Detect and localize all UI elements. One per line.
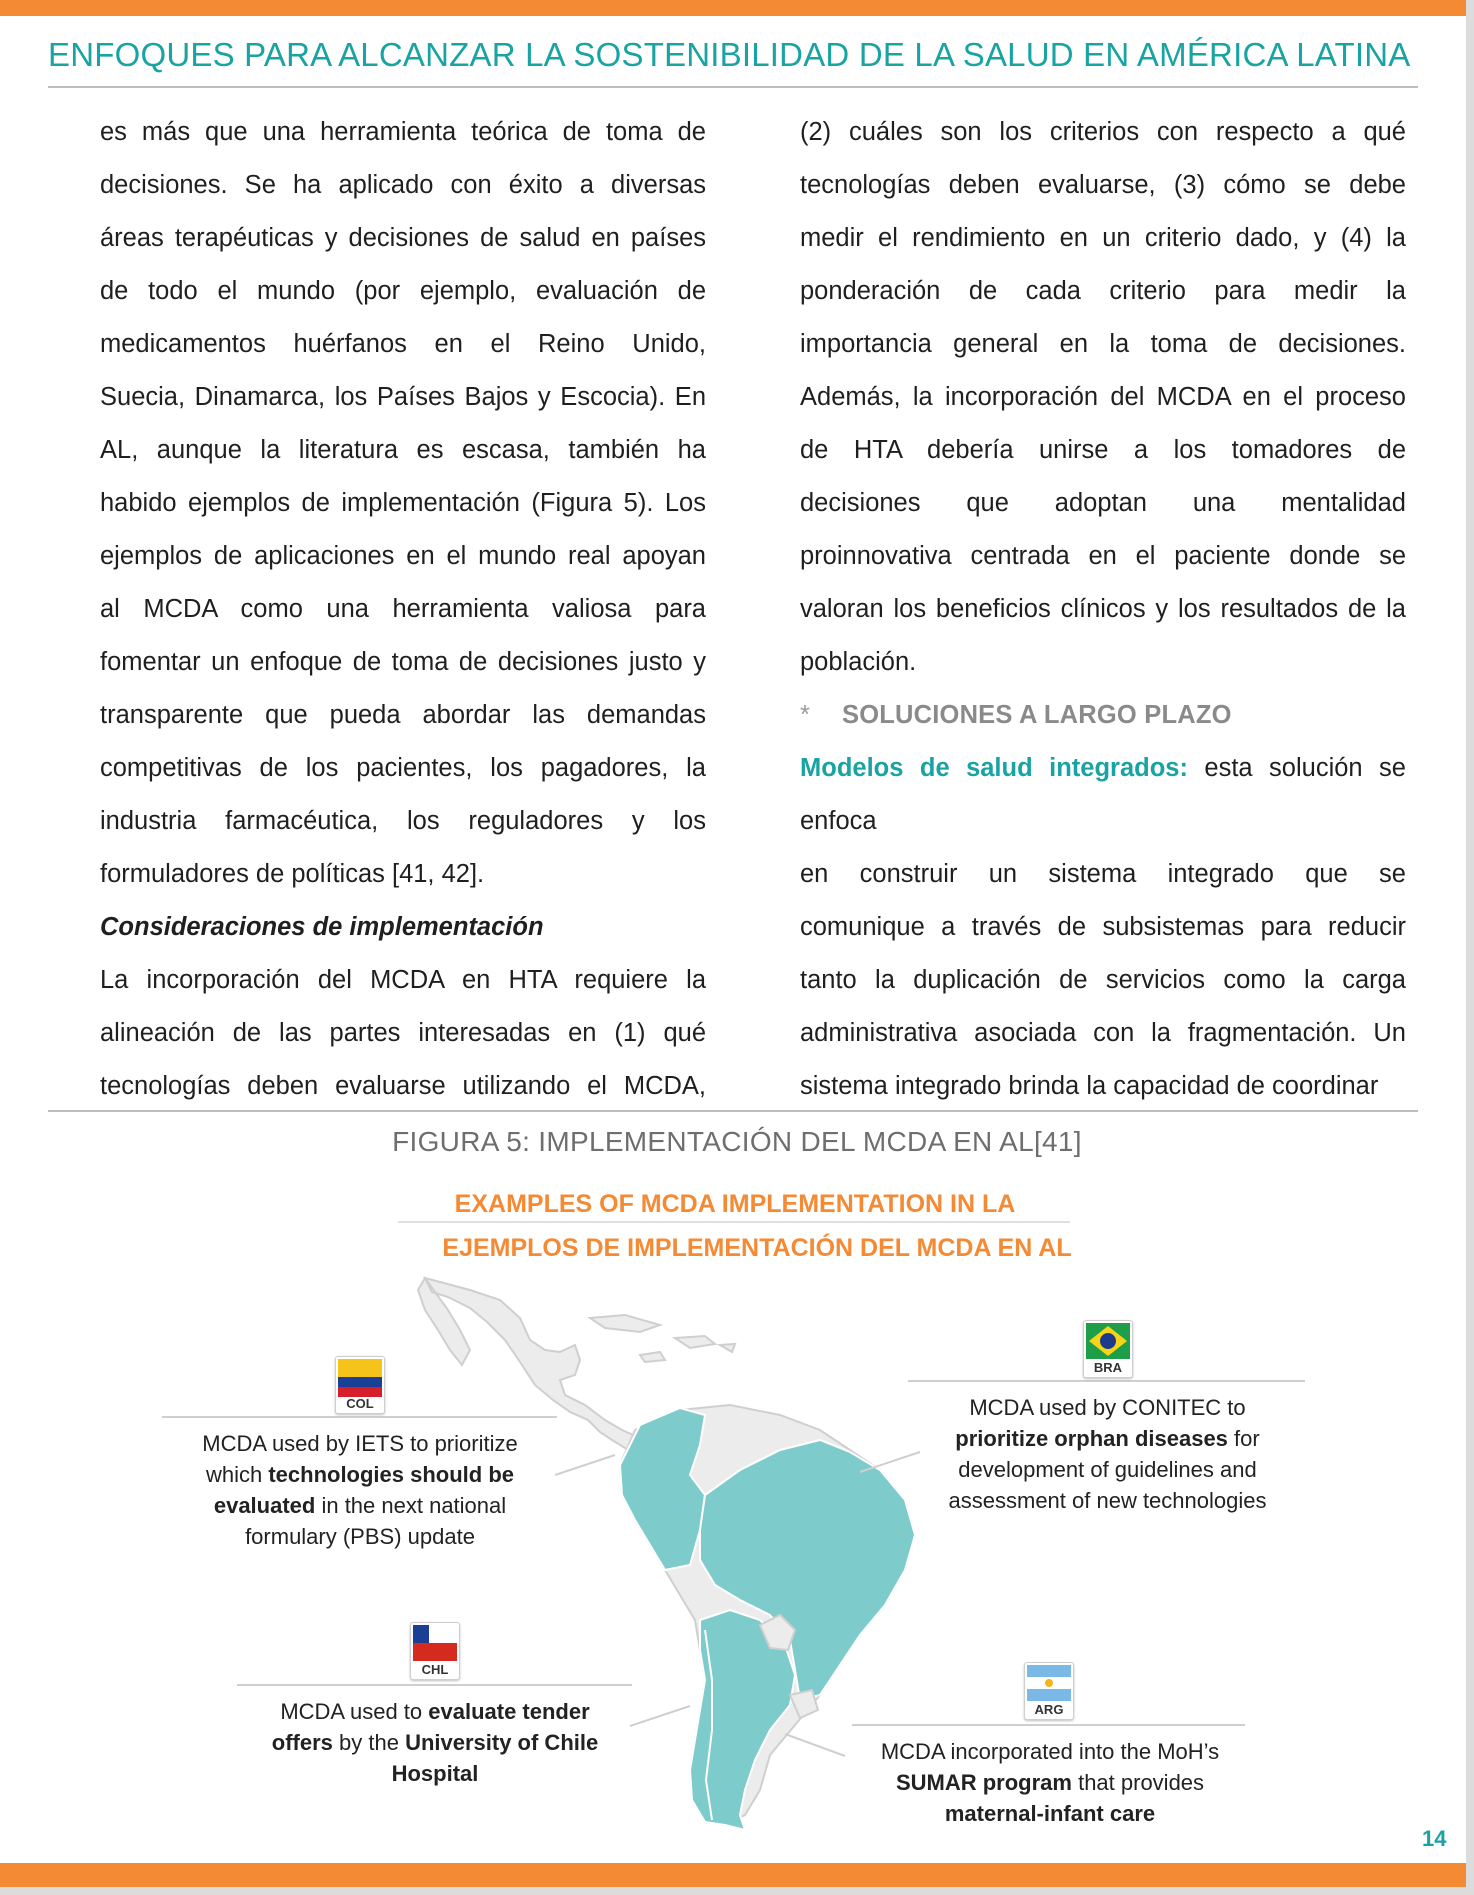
bottom-accent-bar	[0, 1863, 1466, 1887]
text-line: decisiones. Se ha aplicado con éxito a diversas	[100, 171, 706, 199]
chile-flag-canton	[413, 1625, 429, 1643]
text-line: La incorporación del MCDA en HTA requiere la	[100, 966, 706, 994]
arg-leader-line	[785, 1734, 845, 1756]
text-line: medir el rendimiento en un criterio dado, y (4) la	[800, 224, 1406, 252]
text-line: AL, aunque la literatura es escasa, también ha	[100, 436, 706, 464]
page-number: 14	[1422, 1826, 1447, 1851]
chl-line-2a: offers	[271, 1730, 333, 1755]
figure-title-es: EJEMPLOS DE IMPLEMENTACIÓN DEL MCDA EN AL	[442, 1234, 1072, 1262]
col-line-2	[160, 1459, 560, 1490]
text-line: ejemplos de aplicaciones en el mundo real apoyan	[100, 542, 706, 570]
argentina-flag-icon	[1024, 1662, 1074, 1720]
text-line: alineación de las partes interesadas en (1) qué	[100, 1019, 706, 1047]
bra-callout-rule	[908, 1380, 1305, 1382]
text-line: de HTA debería unirse a los tomadores de	[800, 436, 1406, 464]
text-line: industria farmacéutica, los reguladores y los	[100, 807, 706, 835]
arg-line-3b: maternal-infant care	[944, 1801, 1156, 1826]
chl-line-2c: University of Chile	[405, 1730, 599, 1755]
text-line: habido ejemplos de implementación (Figura 5). Los	[100, 489, 706, 517]
text-line: sistema integrado brinda la capacidad de coordinar	[800, 1072, 1379, 1100]
text-line: Suecia, Dinamarca, los Países Bajos y Escocia). En	[100, 383, 706, 411]
colombia-flag-icon	[335, 1356, 385, 1414]
text-line: en construir un sistema integrado que se	[800, 860, 1406, 888]
brazil-flag-icon	[1083, 1320, 1133, 1378]
text-line: tanto la duplicación de servicios como la carga	[800, 966, 1406, 994]
colombia-code: COL	[346, 1396, 374, 1411]
chile-flag-icon	[410, 1622, 460, 1680]
chl-line-2b: by the	[332, 1730, 406, 1755]
lead-text: esta solución se enfoca	[800, 754, 1406, 835]
col-line-3b: in the next national	[315, 1493, 507, 1518]
text-line: de todo el mundo (por ejemplo, evaluación de	[100, 277, 706, 305]
bra-line-2	[910, 1423, 1305, 1454]
bullet-heading-text: SOLUCIONES A LARGO PLAZO	[842, 701, 1232, 729]
figure-caption: FIGURA 5: IMPLEMENTACIÓN DEL MCDA EN AL[41]	[392, 1126, 1082, 1157]
col-line-1: MCDA used by IETS to prioritize	[202, 1431, 518, 1456]
text-line: al MCDA como una herramienta valiosa para	[100, 595, 706, 623]
text-line: decisiones que adoptan una mentalidad	[800, 489, 1406, 517]
text-line: transparente que pueda abordar las demandas	[100, 701, 706, 729]
chl-leader-line	[630, 1706, 690, 1726]
bra-callout-text	[910, 1392, 1305, 1516]
running-header-title: ENFOQUES PARA ALCANZAR LA SOSTENIBILIDAD DE LA SALUD EN AMÉRICA LATINA	[48, 36, 1411, 73]
chl-callout-text	[235, 1696, 635, 1789]
bra-line-1: MCDA used by CONITEC to	[969, 1395, 1246, 1420]
text-line: tecnologías deben evaluarse utilizando el MCDA,	[100, 1072, 706, 1100]
arg-line-3	[850, 1798, 1250, 1829]
text-line: formuladores de políticas [41, 42].	[100, 860, 485, 888]
text-line: población.	[800, 648, 917, 676]
chile-code: CHL	[421, 1662, 449, 1677]
arg-line-2	[850, 1767, 1250, 1798]
chl-line-1b: evaluate tender	[428, 1699, 590, 1724]
col-leader-line	[555, 1455, 615, 1475]
text-line: áreas terapéuticas y decisiones de salud en países	[100, 224, 706, 252]
chl-line-3b: Hospital	[391, 1761, 479, 1786]
bullet-marker: *	[800, 701, 811, 729]
col-line-3a: evaluated	[213, 1493, 316, 1518]
col-callout-text	[160, 1428, 560, 1552]
col-line-3	[160, 1490, 560, 1521]
text-line: medicamentos huérfanos en el Reino Unido,	[100, 330, 706, 358]
text-line: importancia general en la toma de decisiones.	[800, 330, 1406, 358]
chl-line-2	[235, 1727, 635, 1758]
col-line-4: formulary (PBS) update	[245, 1524, 475, 1549]
section-subheading: Consideraciones de implementación	[100, 913, 544, 941]
text-line: comunique a través de subsistemas para reducir	[800, 913, 1406, 941]
bra-line-4: assessment of new technologies	[948, 1488, 1267, 1513]
text-line: es más que una herramienta teórica de toma de	[100, 118, 706, 146]
text-line: valoran los beneficios clínicos y los resultados de la	[800, 595, 1406, 623]
text-line: Además, la incorporación del MCDA en el proceso	[800, 383, 1406, 411]
chl-line-1	[235, 1696, 635, 1727]
text-line: ponderación de cada criterio para medir la	[800, 277, 1406, 305]
arg-line-2a: SUMAR program	[895, 1770, 1072, 1795]
bra-line-3: development of guidelines and	[958, 1457, 1257, 1482]
chl-callout-rule	[237, 1684, 632, 1686]
text-line: competitivas de los pacientes, los pagadores, la	[100, 754, 706, 782]
chl-line-3	[235, 1758, 635, 1789]
arg-line-1: MCDA incorporated into the MoH’s	[880, 1739, 1220, 1764]
text-line: fomentar un enfoque de toma de decisiones justo y	[100, 648, 706, 676]
text-line: tecnologías deben evaluarse, (3) cómo se debe	[800, 171, 1406, 199]
argentina-sun	[1045, 1679, 1053, 1687]
arg-callout-text	[850, 1736, 1250, 1829]
text-line: administrativa asociada con la fragmentación. Un	[800, 1019, 1406, 1047]
text-line: (2) cuáles son los criterios con respecto a qué	[800, 118, 1406, 146]
brazil-flag-emblem	[1086, 1323, 1130, 1359]
chl-line-1a: MCDA used to	[280, 1699, 429, 1724]
arg-callout-rule	[852, 1724, 1245, 1726]
bra-line-2b: for	[1227, 1426, 1260, 1451]
bra-line-2a: prioritize orphan diseases	[955, 1426, 1228, 1451]
lead-label: Modelos de salud integrados:	[800, 754, 1188, 782]
figure-title-en: EXAMPLES OF MCDA IMPLEMENTATION IN LA	[454, 1190, 1016, 1218]
arg-line-2b: that provides	[1071, 1770, 1205, 1795]
brazil-code: BRA	[1093, 1360, 1123, 1375]
argentina-code: ARG	[1034, 1702, 1064, 1717]
col-line-2a: which	[205, 1462, 269, 1487]
text-line: proinnovativa centrada en el paciente donde se	[800, 542, 1406, 570]
col-line-2b: technologies should be	[268, 1462, 515, 1487]
